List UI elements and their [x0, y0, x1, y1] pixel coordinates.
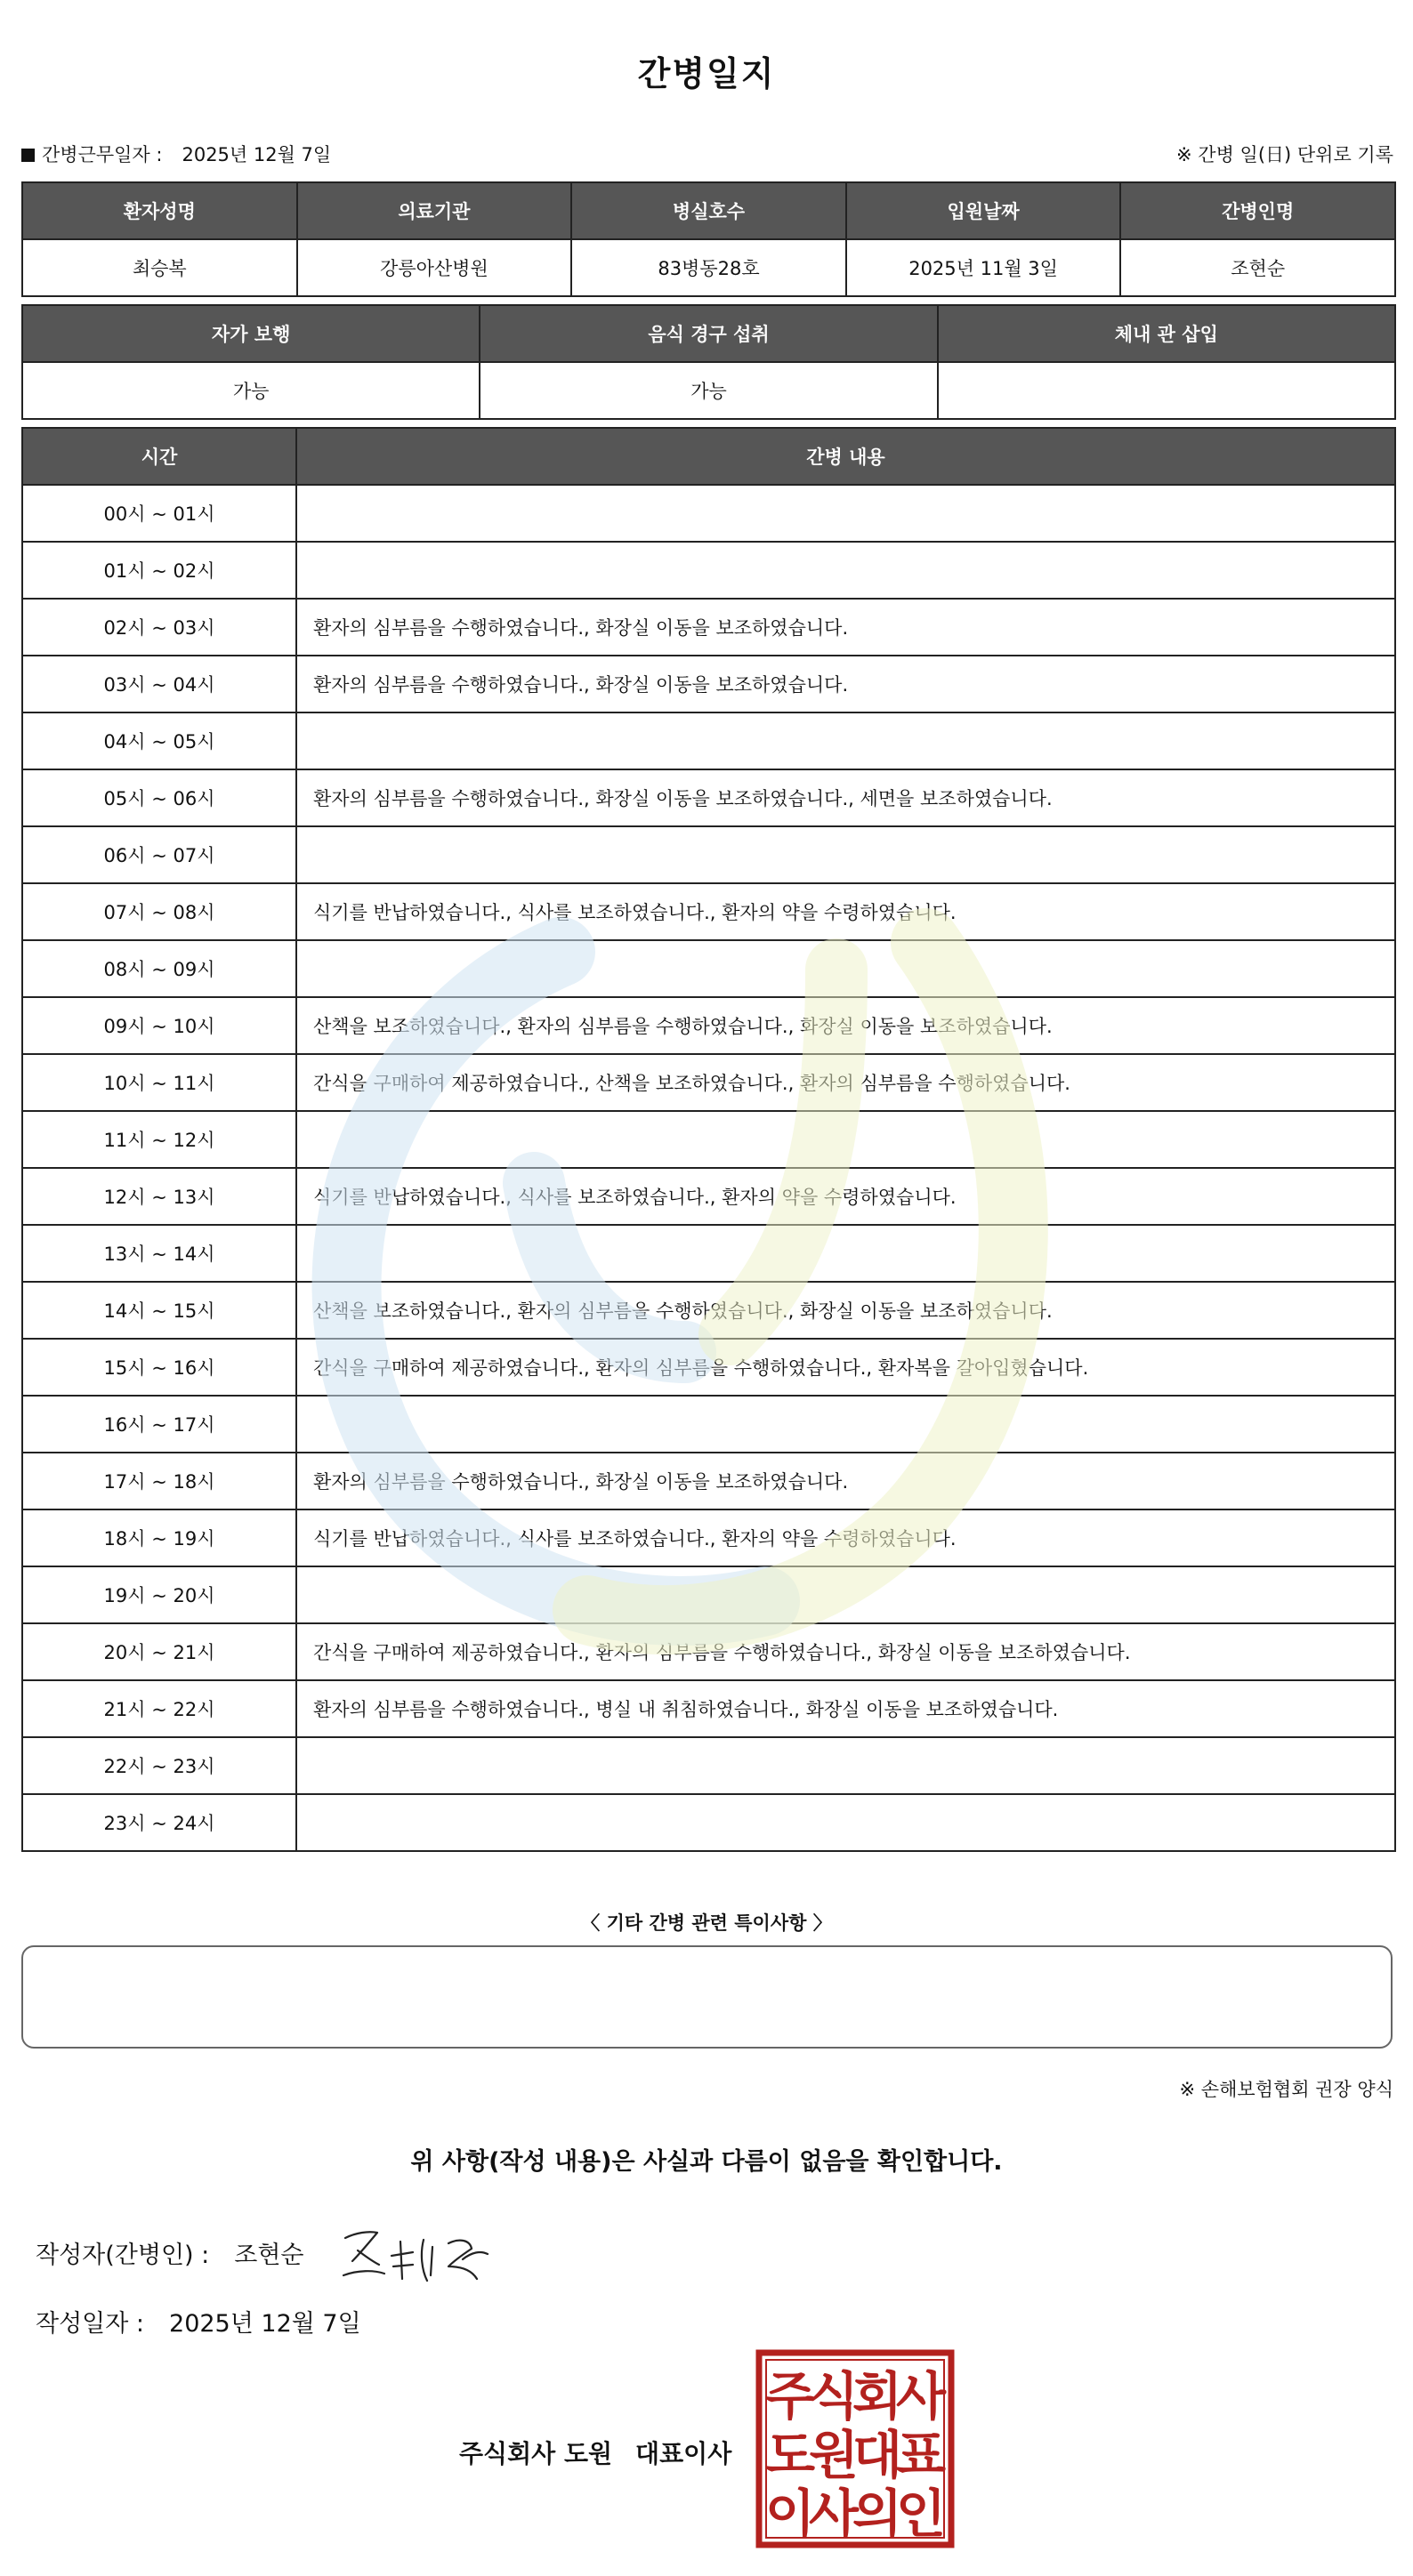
seal-glyph: 인	[895, 2483, 947, 2544]
care-log-row	[22, 883, 1395, 940]
special-notes-heading: 〈 기타 간병 관련 특이사항 〉	[581, 1912, 832, 1934]
care-log-time: 06시 ~ 07시	[22, 826, 296, 883]
header-time: 시간	[22, 428, 296, 485]
care-log-content: 식기를 반납하였습니다., 식사를 보조하였습니다., 환자의 약을 수령하였습니다.	[296, 883, 1395, 940]
care-log-time: 14시 ~ 15시	[22, 1282, 296, 1339]
confirmation-statement: 위 사항(작성 내용)은 사실과 다름이 없음을 확인합니다.	[410, 2148, 1003, 2176]
care-log-row	[22, 1396, 1395, 1453]
care-log-time: 23시 ~ 24시	[22, 1794, 296, 1851]
care-log-content	[296, 1794, 1395, 1851]
care-log-time: 08시 ~ 09시	[22, 940, 296, 997]
special-notes-box	[21, 1945, 1393, 2049]
care-log-row	[22, 997, 1395, 1054]
care-log-header-row	[22, 428, 1395, 485]
care-log-row	[22, 1054, 1395, 1111]
seal-glyph: 사	[808, 2483, 860, 2544]
care-log-time: 15시 ~ 16시	[22, 1339, 296, 1396]
care-log-time: 20시 ~ 21시	[22, 1623, 296, 1680]
seal-glyph: 이	[764, 2483, 816, 2544]
patient-info-header-row	[22, 182, 1395, 239]
care-log-time: 02시 ~ 03시	[22, 599, 296, 656]
seal-glyph: 원	[808, 2425, 860, 2485]
seal-glyph: 대	[852, 2425, 903, 2485]
care-log-time: 04시 ~ 05시	[22, 712, 296, 769]
header-care-content: 간병 내용	[296, 428, 1395, 485]
header-caregiver: 간병인명	[1120, 182, 1395, 239]
header-room: 병실호수	[571, 182, 846, 239]
care-log-content: 간식을 구매하여 제공하였습니다., 환자의 심부름을 수행하였습니다., 환자복을 갈아입혔습니다.	[296, 1339, 1395, 1396]
hospital-name: 강릉아산병원	[297, 239, 572, 296]
care-log-content	[296, 1566, 1395, 1623]
header-oral-intake: 음식 경구 섭취	[480, 305, 937, 362]
patient-name: 최승복	[22, 239, 297, 296]
care-log-content: 간식을 구매하여 제공하였습니다., 산책을 보조하였습니다., 환자의 심부름을 수행하였습니다.	[296, 1054, 1395, 1111]
care-log-content: 식기를 반납하였습니다., 식사를 보조하였습니다., 환자의 약을 수령하였습니다.	[296, 1168, 1395, 1225]
write-date-row	[36, 2304, 361, 2339]
header-hospital: 의료기관	[297, 182, 572, 239]
patient-status-value-row	[22, 362, 1395, 419]
writer-name: 조현순	[234, 2242, 304, 2269]
care-log-content: 환자의 심부름을 수행하였습니다., 화장실 이동을 보조하였습니다.	[296, 1453, 1395, 1509]
care-log-row	[22, 1623, 1395, 1680]
care-log-row	[22, 1225, 1395, 1282]
care-log-time: 07시 ~ 08시	[22, 883, 296, 940]
patient-info-value-row	[22, 239, 1395, 296]
care-log-row	[22, 826, 1395, 883]
care-log-row	[22, 712, 1395, 769]
care-log-content: 산책을 보조하였습니다., 환자의 심부름을 수행하였습니다., 화장실 이동을 보조하였습니다.	[296, 997, 1395, 1054]
care-log-row	[22, 940, 1395, 997]
handwritten-signature-icon	[338, 2220, 498, 2291]
seal-glyph: 사	[895, 2366, 947, 2427]
work-date-block	[21, 141, 331, 167]
writer-row	[36, 2235, 304, 2270]
work-date-label: 간병근무일자 :	[42, 144, 163, 165]
care-log-content: 간식을 구매하여 제공하였습니다., 환자의 심부름을 수행하였습니다., 화장실 이동을 보조하였습니다.	[296, 1623, 1395, 1680]
care-log-time: 03시 ~ 04시	[22, 656, 296, 712]
care-log-time: 17시 ~ 18시	[22, 1453, 296, 1509]
care-log-time: 19시 ~ 20시	[22, 1566, 296, 1623]
care-log-content	[296, 485, 1395, 542]
company-name: 주식회사 도원	[459, 2439, 613, 2468]
care-log-content	[296, 542, 1395, 599]
self-walking-value: 가능	[22, 362, 480, 419]
care-log-content: 환자의 심부름을 수행하였습니다., 병실 내 취침하였습니다., 화장실 이동을 보조하였습니다.	[296, 1680, 1395, 1737]
care-log-time: 13시 ~ 14시	[22, 1225, 296, 1282]
admission-date: 2025년 11월 3일	[846, 239, 1121, 296]
care-log-content: 산책을 보조하였습니다., 환자의 심부름을 수행하였습니다., 화장실 이동을 보조하였습니다.	[296, 1282, 1395, 1339]
seal-glyph: 식	[808, 2366, 860, 2427]
care-log-content: 식기를 반납하였습니다., 식사를 보조하였습니다., 환자의 약을 수령하였습니다.	[296, 1509, 1395, 1566]
company-seal-icon	[755, 2348, 956, 2549]
patient-status-table	[21, 304, 1396, 420]
care-log-row	[22, 1680, 1395, 1737]
care-log-time: 09시 ~ 10시	[22, 997, 296, 1054]
seal-glyph: 표	[895, 2425, 947, 2485]
care-log-row	[22, 769, 1395, 826]
care-log-row	[22, 1282, 1395, 1339]
care-log-time: 22시 ~ 23시	[22, 1737, 296, 1794]
care-log-row	[22, 1339, 1395, 1396]
representative-title: 대표이사	[635, 2439, 732, 2468]
care-log-row	[22, 1566, 1395, 1623]
seal-glyph: 의	[852, 2483, 903, 2544]
care-log-content: 환자의 심부름을 수행하였습니다., 화장실 이동을 보조하였습니다.	[296, 599, 1395, 656]
caregiver-name: 조현순	[1120, 239, 1395, 296]
care-log-time: 10시 ~ 11시	[22, 1054, 296, 1111]
seal-glyph: 주	[764, 2366, 816, 2427]
company-row	[459, 2435, 731, 2470]
care-log-time: 21시 ~ 22시	[22, 1680, 296, 1737]
care-log-row	[22, 1453, 1395, 1509]
care-log-table	[21, 427, 1396, 1852]
care-log-time: 16시 ~ 17시	[22, 1396, 296, 1453]
patient-info-table	[21, 181, 1396, 297]
room-number: 83병동28호	[571, 239, 846, 296]
header-patient-name: 환자성명	[22, 182, 297, 239]
care-log-row	[22, 656, 1395, 712]
recommend-note: ※ 손해보험협회 권장 양식	[1179, 2079, 1393, 2100]
care-log-content	[296, 1396, 1395, 1453]
oral-intake-value: 가능	[480, 362, 937, 419]
care-log-body	[22, 485, 1395, 1851]
patient-status-header-row	[22, 305, 1395, 362]
header-tube-insertion: 체내 관 삽입	[938, 305, 1395, 362]
care-log-row	[22, 1509, 1395, 1566]
care-log-content	[296, 712, 1395, 769]
unit-note: ※ 간병 일(日) 단위로 기록	[1176, 144, 1393, 165]
care-log-row	[22, 1168, 1395, 1225]
care-log-content: 환자의 심부름을 수행하였습니다., 화장실 이동을 보조하였습니다.	[296, 656, 1395, 712]
header-self-walking: 자가 보행	[22, 305, 480, 362]
care-log-content	[296, 1111, 1395, 1168]
write-date-label: 작성일자 :	[36, 2310, 145, 2338]
care-log-row	[22, 485, 1395, 542]
care-log-time: 11시 ~ 12시	[22, 1111, 296, 1168]
care-log-content	[296, 826, 1395, 883]
work-date-value: 2025년 12월 7일	[182, 144, 332, 165]
care-log-time: 05시 ~ 06시	[22, 769, 296, 826]
writer-label: 작성자(간병인) :	[36, 2242, 210, 2269]
care-log-time: 00시 ~ 01시	[22, 485, 296, 542]
write-date-value: 2025년 12월 7일	[169, 2310, 361, 2338]
care-log-content: 환자의 심부름을 수행하였습니다., 화장실 이동을 보조하였습니다., 세면을 보조하였습니다.	[296, 769, 1395, 826]
document-title: 간병일지	[637, 54, 776, 93]
header-admission-date: 입원날짜	[846, 182, 1121, 239]
care-log-time: 12시 ~ 13시	[22, 1168, 296, 1225]
care-log-time: 18시 ~ 19시	[22, 1509, 296, 1566]
tube-insertion-value	[938, 362, 1395, 419]
care-log-row	[22, 1794, 1395, 1851]
care-log-content	[296, 1225, 1395, 1282]
seal-glyph: 회	[852, 2366, 903, 2427]
care-log-time: 01시 ~ 02시	[22, 542, 296, 599]
care-log-content	[296, 1737, 1395, 1794]
care-log-row	[22, 1737, 1395, 1794]
care-log-content	[296, 940, 1395, 997]
square-bullet-icon	[21, 149, 35, 162]
seal-glyph: 도	[764, 2425, 816, 2485]
care-log-row	[22, 1111, 1395, 1168]
care-log-row	[22, 599, 1395, 656]
care-log-row	[22, 542, 1395, 599]
